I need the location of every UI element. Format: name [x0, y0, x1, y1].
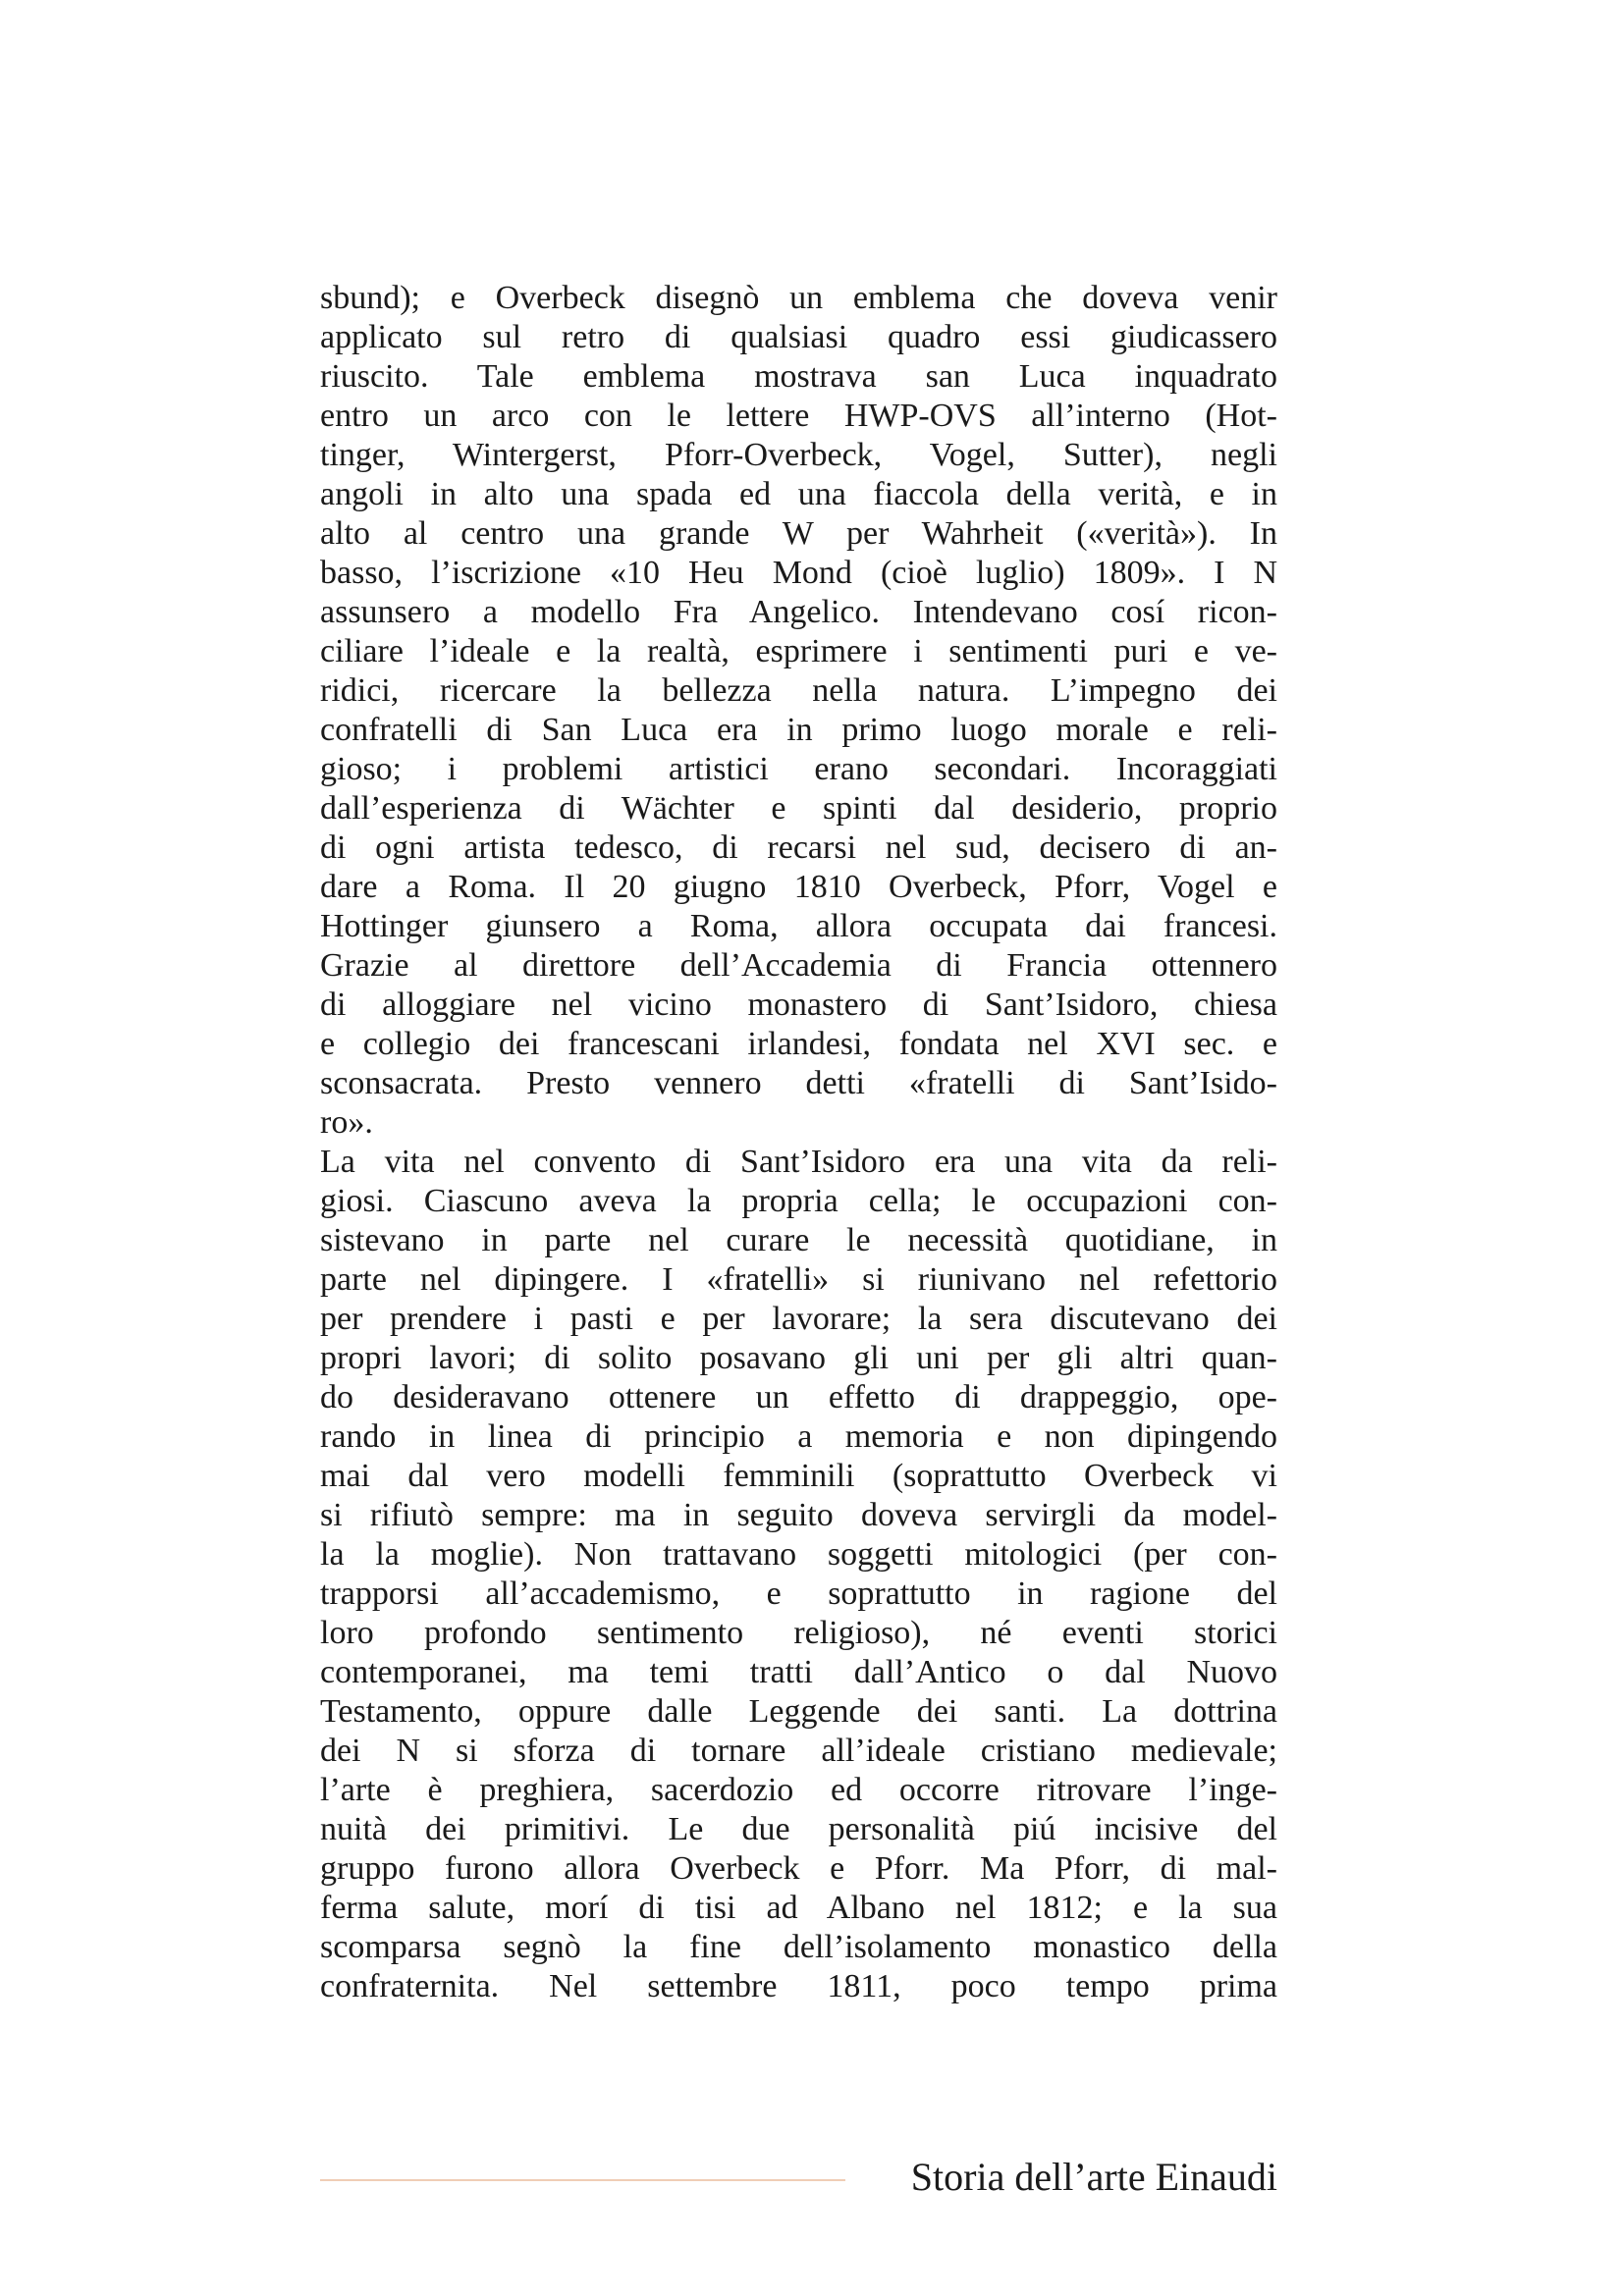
text-line: do desideravano ottenere un effetto di drappeggio, ope- [320, 1379, 1277, 1415]
text-line: contemporanei, ma temi tratti dall’Antico o dal Nuovo [320, 1654, 1277, 1690]
text-line: sbund); e Overbeck disegnò un emblema che doveva venir [320, 280, 1277, 316]
text-line: giosi. Ciascuno aveva la propria cella; le occupazioni con- [320, 1183, 1277, 1219]
text-line: basso, l’iscrizione «10 Heu Mond (cioè luglio) 1809». I N [320, 555, 1277, 591]
text-line: ridici, ricercare la bellezza nella natura. L’impegno dei [320, 672, 1277, 709]
text-line: ciliare l’ideale e la realtà, esprimere i sentimenti puri e ve- [320, 633, 1277, 669]
text-line: Grazie al direttore dell’Accademia di Francia ottennero [320, 947, 1277, 984]
body-text [320, 279, 1277, 2006]
text-line: gruppo furono allora Overbeck e Pforr. Ma Pforr, di mal- [320, 1850, 1277, 1887]
text-line: entro un arco con le lettere HWP-OVS all’interno (Hot- [320, 398, 1277, 434]
text-line: propri lavori; di solito posavano gli uni per gli altri quan- [320, 1340, 1277, 1376]
text-line: loro profondo sentimento religioso), né eventi storici [320, 1615, 1277, 1651]
text-line: trapporsi all’accademismo, e soprattutto in ragione del [320, 1575, 1277, 1612]
text-line: gioso; i problemi artistici erano secondari. Incoraggiati [320, 751, 1277, 787]
text-line: tinger, Wintergerst, Pforr-Overbeck, Vogel, Sutter), negli [320, 437, 1277, 473]
text-line: di ogni artista tedesco, di recarsi nel sud, decisero di an- [320, 829, 1277, 866]
text-line: angoli in alto una spada ed una fiaccola della verità, e in [320, 476, 1277, 512]
text-line: confraternita. Nel settembre 1811, poco tempo prima [320, 1968, 1277, 2004]
text-line: rando in linea di principio a memoria e non dipingendo [320, 1418, 1277, 1455]
text-line: riuscito. Tale emblema mostrava san Luca inquadrato [320, 358, 1277, 395]
text-line: parte nel dipingere. I «fratelli» si riunivano nel refettorio [320, 1261, 1277, 1298]
text-line: Testamento, oppure dalle Leggende dei santi. La dottrina [320, 1693, 1277, 1730]
text-line: dei N si sforza di tornare all’ideale cristiano medievale; [320, 1733, 1277, 1769]
text-line: ferma salute, morí di tisi ad Albano nel 1812; e la sua [320, 1890, 1277, 1926]
text-line: applicato sul retro di qualsiasi quadro essi giudicassero [320, 319, 1277, 355]
text-line: l’arte è preghiera, sacerdozio ed occorre ritrovare l’inge- [320, 1772, 1277, 1808]
footer-title: Storia dell’arte Einaudi [910, 2155, 1277, 2199]
text-line: assunsero a modello Fra Angelico. Intendevano cosí ricon- [320, 594, 1277, 630]
text-line: mai dal vero modelli femminili (soprattutto Overbeck vi [320, 1458, 1277, 1494]
text-line: dall’esperienza di Wächter e spinti dal desiderio, proprio [320, 790, 1277, 827]
text-line: scomparsa segnò la fine dell’isolamento monastico della [320, 1929, 1277, 1965]
text-line: la la moglie). Non trattavano soggetti mitologici (per con- [320, 1536, 1277, 1573]
text-line: confratelli di San Luca era in primo luogo morale e reli- [320, 712, 1277, 748]
text-line: alto al centro una grande W per Wahrheit («verità»). In [320, 515, 1277, 552]
text-line: La vita nel convento di Sant’Isidoro era una vita da reli- [320, 1144, 1277, 1180]
text-line: sistevano in parte nel curare le necessità quotidiane, in [320, 1222, 1277, 1258]
text-line: ro». [320, 1104, 373, 1141]
text-line: sconsacrata. Presto vennero detti «fratelli di Sant’Isido- [320, 1065, 1277, 1101]
text-line: Hottinger giunsero a Roma, allora occupata dai francesi. [320, 908, 1277, 944]
text-line: per prendere i pasti e per lavorare; la sera discutevano dei [320, 1301, 1277, 1337]
text-line: nuità dei primitivi. Le due personalità piú incisive del [320, 1811, 1277, 1847]
text-line: dare a Roma. Il 20 giugno 1810 Overbeck, Pforr, Vogel e [320, 869, 1277, 905]
text-line: di alloggiare nel vicino monastero di Sant’Isidoro, chiesa [320, 987, 1277, 1023]
text-line: si rifiutò sempre: ma in seguito doveva servirgli da model- [320, 1497, 1277, 1533]
footer-rule [320, 2179, 845, 2181]
text-line: e collegio dei francescani irlandesi, fondata nel XVI sec. e [320, 1026, 1277, 1062]
